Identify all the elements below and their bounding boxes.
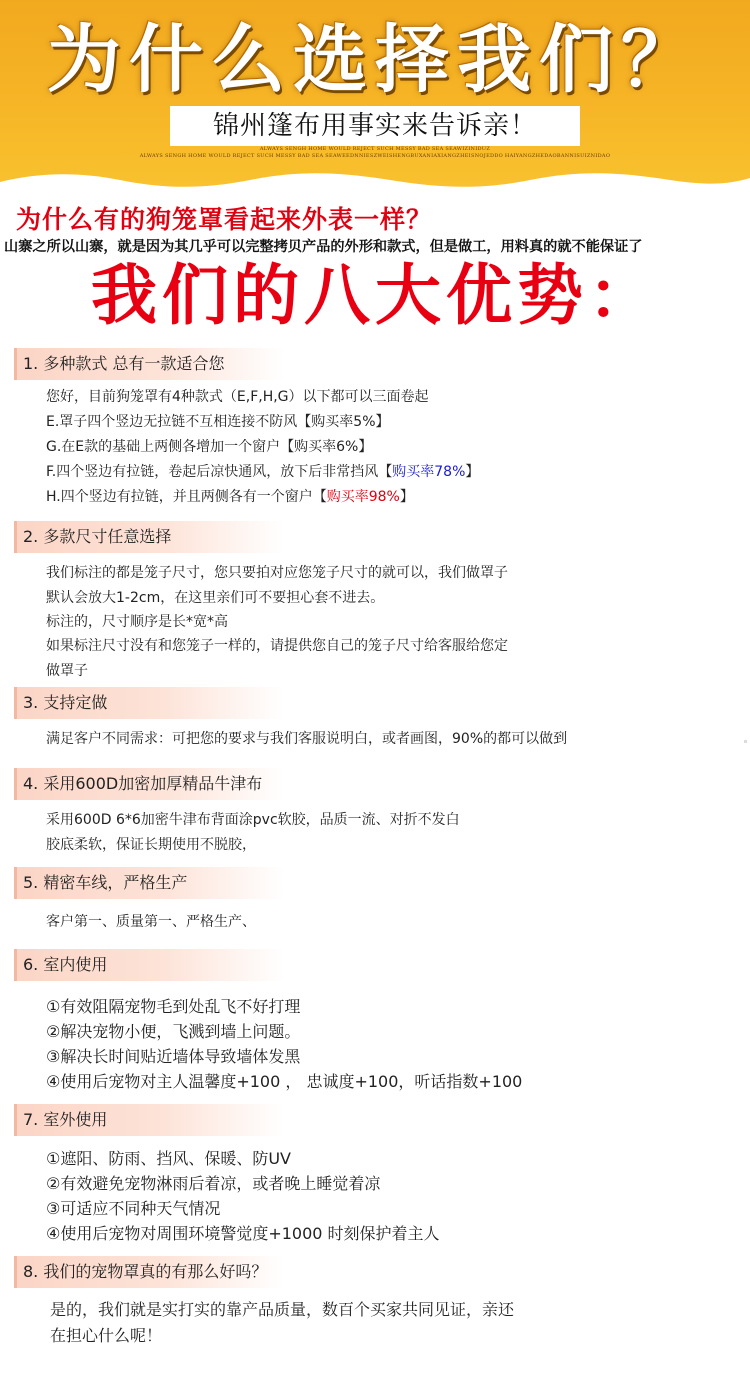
section-2-heading: 2. 多款尺寸任意选择	[14, 521, 284, 553]
section-2-line-5: 做罩子	[46, 663, 88, 679]
section-1-line-5-text: H.四个竖边有拉链，并且两侧各有一个窗户【	[46, 489, 327, 505]
section-7-line-4: ④使用后宠物对周围环境警觉度+1000 时刻保护着主人	[46, 1224, 440, 1243]
section-8-line-2: 在担心什么呢！	[50, 1326, 163, 1345]
section-1-line-4	[46, 461, 479, 481]
top-banner	[0, 0, 750, 190]
advantages-title: 我们的八大优势：	[91, 257, 659, 334]
section-1-line-5	[46, 486, 414, 506]
banner-tiny-line-2: ALWAYS SENGH HOME WOULD REJECT SUCH MESSY BAD SEA SEAWEEDNNIESZWEISHENGBUXANIAXIANGZHEISNOJEDDO HAIYANGZHEDAOBANNISUIZNIDAO	[139, 153, 611, 159]
section-5-heading: 5. 精密车线，严格生产	[14, 867, 284, 899]
question-description: 山寨之所以山寨，就是因为其几乎可以完整拷贝产品的外形和款式，但是做工，用料真的就不能保证了	[4, 239, 643, 255]
section-6-line-2: ②解决宠物小便，飞溅到墙上问题。	[46, 1022, 301, 1041]
section-4-line-2: 胶底柔软，保证长期使用不脱胶，	[46, 837, 256, 853]
banner-wave-edge	[0, 168, 750, 190]
section-1-line-4-text: F.四个竖边有拉链，卷起后凉快通风，放下后非常挡风【	[46, 464, 393, 480]
section-6-line-4: ④使用后宠物对主人温馨度+100 ， 忠诚度+100，听话指数+100	[46, 1072, 523, 1091]
section-7-line-3: ③可适应不同种天气情况	[46, 1199, 221, 1218]
section-7-line-2: ②有效避免宠物淋雨后着凉，或者晚上睡觉着凉	[46, 1174, 381, 1193]
section-1-line-5-close: 】	[399, 489, 414, 505]
question-title: 为什么有的狗笼罩看起来外表一样？	[16, 205, 433, 234]
section-4-heading: 4. 采用600D加密加厚精品牛津布	[14, 768, 284, 800]
section-1-heading: 1. 多种款式 总有一款适合您	[14, 348, 284, 380]
section-8-heading: 8. 我们的宠物罩真的有那么好吗？	[14, 1256, 284, 1288]
banner-title: 为什么选择我们？	[47, 17, 703, 103]
section-7-line-1: ①遮阳、防雨、挡风、保暖、防UV	[46, 1149, 292, 1168]
purchase-rate-78-highlight: 购买率78%	[392, 464, 466, 480]
section-1-line-4-close: 】	[465, 464, 480, 480]
banner-subtitle: 锦州篷布用事实来告诉亲！	[212, 111, 537, 141]
banner-tiny-line-1: ALWAYS SENGH HOME WOULD REJECT SUCH MESSY BAD SEA SEAWIZINIDUZ	[259, 146, 491, 152]
section-2-line-2: 默认会放大1-2cm，在这里亲们可不要担心套不进去。	[46, 590, 385, 606]
section-3-heading: 3. 支持定做	[14, 687, 284, 719]
section-7-heading: 7. 室外使用	[14, 1104, 284, 1136]
section-1-line-2: E.罩子四个竖边无拉链不互相连接不防风【购买率5%】	[46, 414, 390, 430]
section-4-line-1: 采用600D 6*6加密牛津布背面涂pvc软胶，品质一流、对折不发白	[46, 812, 460, 828]
section-3-line-1: 满足客户不同需求：可把您的要求与我们客服说明白，或者画图，90%的都可以做到	[46, 731, 568, 747]
section-6-line-1: ①有效阻隔宠物毛到处乱飞不好打理	[46, 997, 301, 1016]
section-6-line-3: ③解决长时间贴近墙体导致墙体发黑	[46, 1047, 301, 1066]
purchase-rate-98-highlight: 购买率98%	[326, 489, 400, 505]
section-6-heading: 6. 室内使用	[14, 949, 284, 981]
section-5-line-1: 客户第一、质量第一、严格生产、	[46, 914, 256, 930]
section-2-line-1: 我们标注的都是笼子尺寸，您只要拍对应您笼子尺寸的就可以，我们做罩子	[46, 565, 508, 581]
section-8-line-1: 是的，我们就是实打实的靠产品质量，数百个买家共同见证，亲还	[50, 1300, 515, 1319]
edge-dot	[744, 740, 747, 743]
section-2-line-3: 标注的，尺寸顺序是长*宽*高	[46, 614, 228, 630]
section-1-line-3: G.在E款的基础上两侧各增加一个窗户【购买率6%】	[46, 439, 373, 455]
section-2-line-4: 如果标注尺寸没有和您笼子一样的，请提供您自己的笼子尺寸给客服给您定	[46, 638, 508, 654]
section-1-line-1: 您好，目前狗笼罩有4种款式（E,F,H,G）以下都可以三面卷起	[46, 389, 429, 405]
